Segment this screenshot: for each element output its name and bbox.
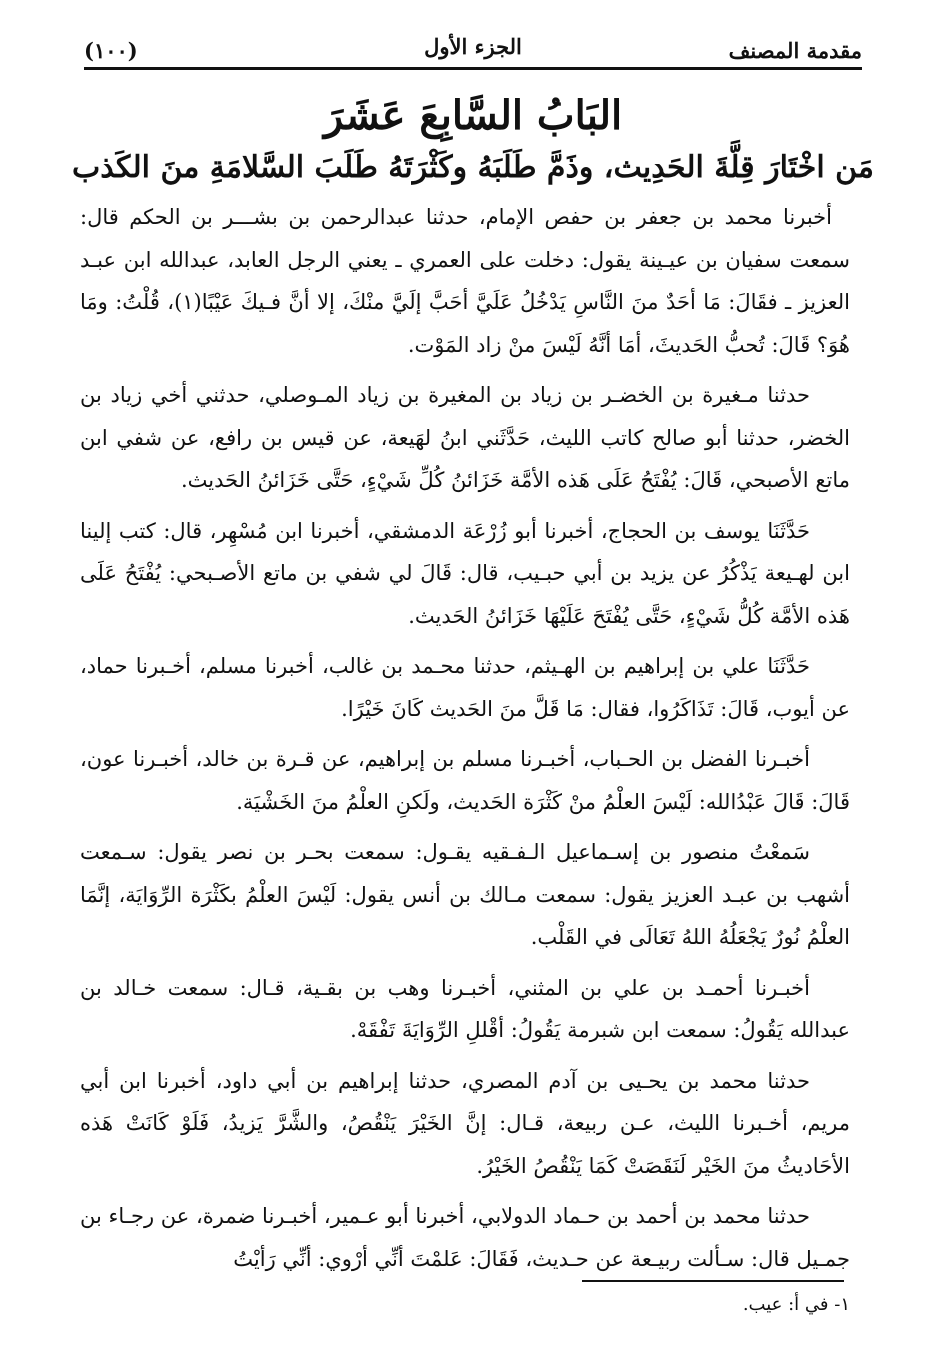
body-text bbox=[80, 196, 850, 1288]
paragraph: أخبـرنا أحمـد بن علي بن المثني، أخبـرنا وهب بن بقـية، قـال: سمعت خـالد بن عبدالله يَقُولُ: سمعت ابن شبرمة يَقُولُ: أقْللِ الرِّوَايَةَ تَفْقَهْ. bbox=[80, 975, 850, 1042]
paragraph: حدثنا محمد بن يحـيى بن آدم المصري، حدثنا إبراهيم بن أبي داود، أخبرنا ابن أبي مريم، أخـبرنا الليث، عـن ربيعة، قـال: إنَّ الخَيْرَ يَنْقُصُ، والشَّرَّ يَزيدُ، فَلَوْ كَانَتْ هَذه الأحَاديثُ منَ الخَيْر لَنَقَصَتْ كَمَا يَنْقُصُ الخَيْرُ. bbox=[80, 1068, 850, 1178]
paragraph: حَدَّثَنَا يوسف بن الحجاج، أخبرنا أبو زُرْعَة الدمشقي، أخبرنا ابن مُسْهِر، قال: كتب إلينا ابن لهـيعة يَذْكُرُ عن يزيد بن أبي حبـيب، قال: قَالَ لي شفي بن ماتع الأصـبحي: يُفْتَحُ عَلَى هَذه الأمَّة كُلُّ شَيْءٍ، حَتَّى يُفْتَحَ عَلَيْهَا خَزَائنُ الحَديث. bbox=[80, 518, 850, 628]
chapter-title: البَابُ السَّابِعَ عَشَرَ bbox=[323, 92, 623, 139]
footnote-rule bbox=[582, 1280, 844, 1282]
paragraph: أخبرنا محمد بن جعفر بن حفص الإمام، حدثنا عبدالرحمن بن بشـــر بن الحكم قال: سمعت سفيان بن عيـينة يقول: دخلت على العمري ـ يعني الرجل العابد، عبدالله ابن عبـد العزيز ـ فقَالَ: مَا أحَدٌ منَ النَّاسِ يَدْخُلُ عَلَيَّ أحَبَّ إلَيَّ منْكَ، إلا أنَّ فـيكَ عَيْبًا(١)، قُلْتُ: ومَا هُوَ؟ قَالَ: تُحبُّ الحَديثَ، أمَا أنَّهُ لَيْسَ منْ زاد المَوْت. bbox=[80, 205, 850, 357]
paragraph: أخبـرنا الفضل بن الحـباب، أخبـرنا مسلم بن إبراهيم، عن قـرة بن خالد، أخبـرنا عون، قَالَ: قَالَ عَبْدُالله: لَيْسَ العلْمُ منْ كَثْرَة الحَديث، ولَكنِ العلْمُ منَ الخَشْيَة. bbox=[80, 747, 850, 814]
paragraph: حَدَّثَنَا علي بن إبراهيم بن الهـيثم، حدثنا محـمد بن غالب، أخبرنا مسلم، أخـبرنا حماد، عن أيوب، قَالَ: تَذَاكَرُوا، فقال: مَا قَلَّ منَ الحَديث كَانَ خَيْرًا. bbox=[80, 654, 850, 721]
footnote: ١- في أ: عيب. bbox=[742, 1294, 850, 1315]
paragraph: حدثنا مـغيرة بن الخضـر بن زياد بن المغيرة بن زياد المـوصلي، حدثني أخي زياد بن الخضر، حدثنا أبو صالح كاتب الليث، حَدَّثَني ابنُ لهَيعة، عن قيس بن رافع، عن شفي ابن ماتع الأصبحي، قَالَ: يُفْتَحُ عَلَى هَذه الأمَّة خَزَائنُ كُلِّ شَيْءٍ، حَتَّى خَزَائنُ الحَديث. bbox=[80, 383, 850, 492]
header-rule bbox=[84, 67, 862, 70]
volume-label: الجزء الأول bbox=[424, 34, 522, 59]
page-number: (١٠٠) bbox=[84, 37, 138, 63]
chapter-subtitle: مَن اخْتَارَ قِلَّةَ الحَدِيث، وذَمَّ طَلَبَهُ وكَثْرَتَهُ طَلَبَ السَّلامَةِ منَ الكَذب bbox=[71, 150, 875, 185]
paragraph: سَمعْتُ منصور بن إسـماعيل الـفـقيه يقـول: سمعت بحـر بن نصر يقول: سـمعت أشهب بن عبـد العزيز يقول: سمعت مـالك بن أنس يقول: لَيْسَ العلْمُ بكَثْرَة الرِّوَايَة، إنَّمَا العلْمُ نُورٌ يَجْعَلُهُ اللهُ تَعَالَى في القَلْب. bbox=[80, 840, 850, 949]
running-header bbox=[84, 30, 862, 70]
paragraph: حدثنا محمد بن أحمد بن حـماد الدولابي، أخبرنا أبو عـمير، أخبـرنا ضمرة، عن رجـاء بن جمـيل قال: سـألت ربيـعة عن حـديث، فَقَالَ: عَلمْتَ أنِّي أرْوي: أنِّي رَأيْتُ bbox=[80, 1204, 850, 1271]
section-label: مقدمة المصنف bbox=[728, 37, 862, 63]
